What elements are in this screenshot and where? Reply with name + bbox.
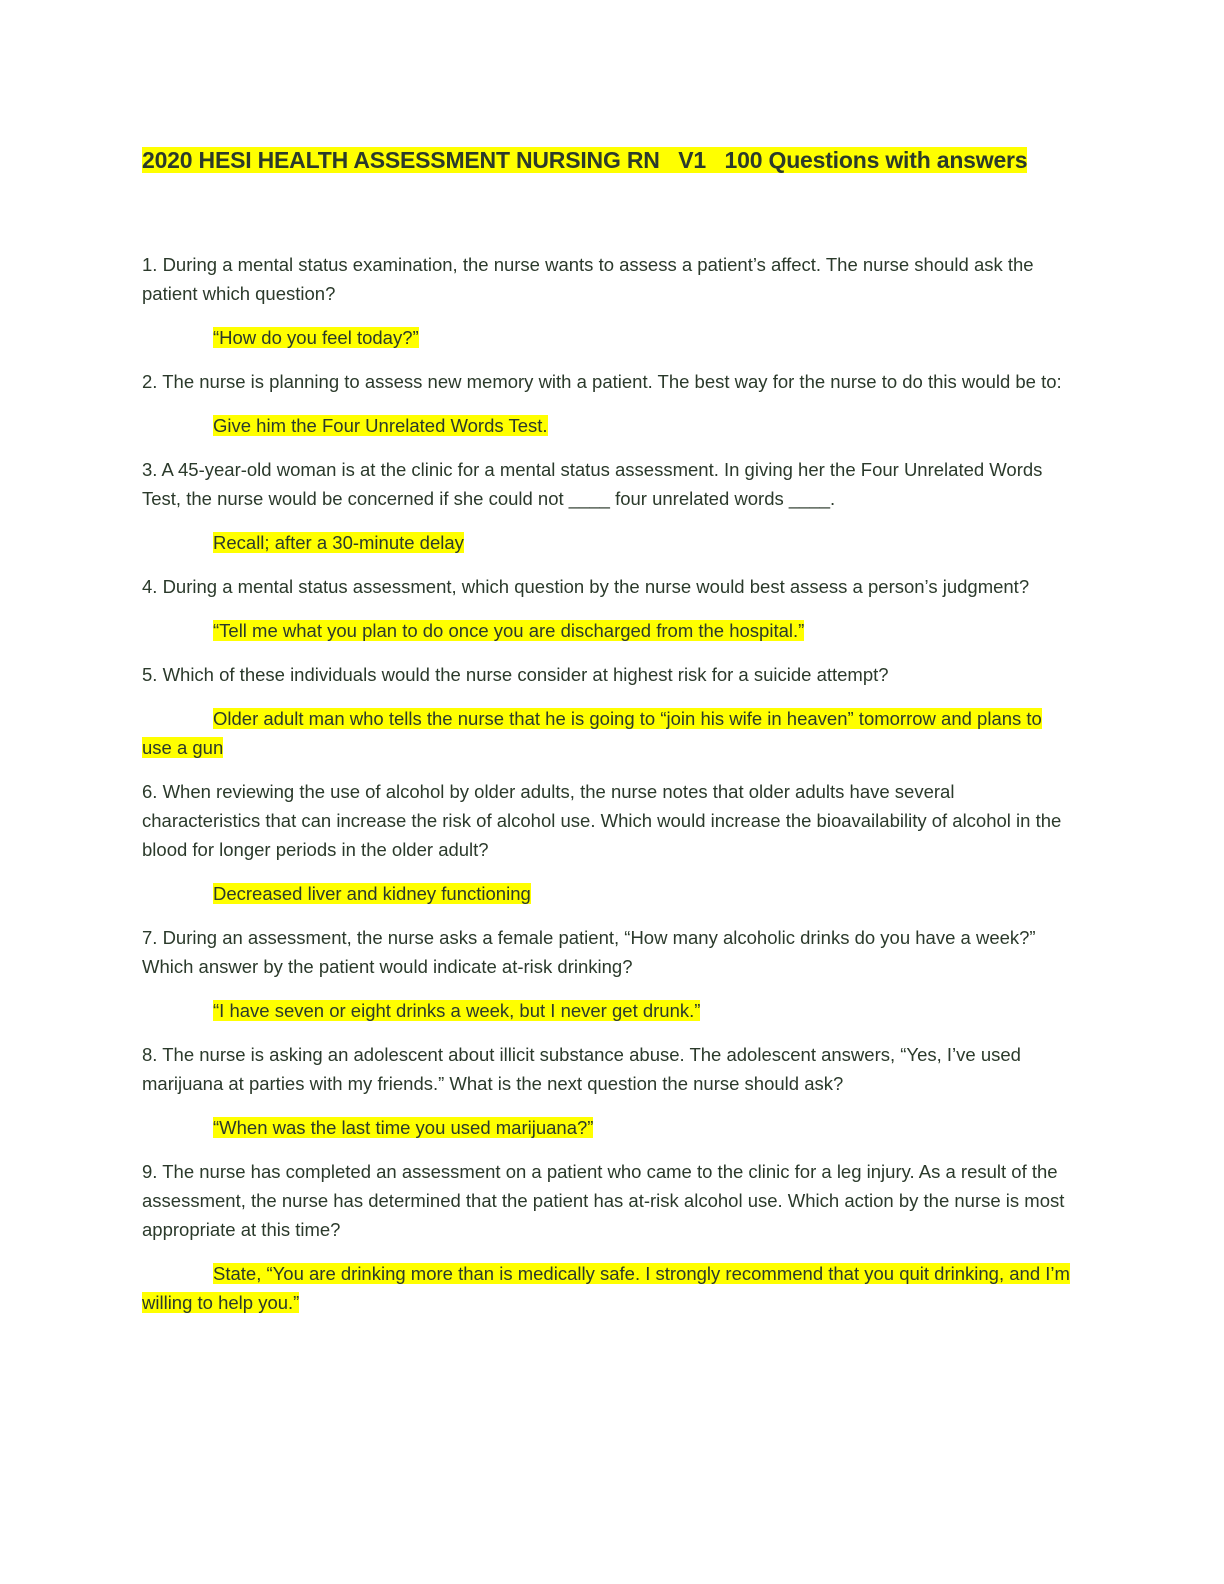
answer-3 [142,528,1072,557]
question-4: 4. During a mental status assessment, which question by the nurse would best assess a person’s judgment? [142,576,1030,597]
question-7: 7. During an assessment, the nurse asks a female patient, “How many alcoholic drinks do you have a week?” Which answer by the patient would indicate at-risk drinking? [142,927,1036,977]
answer-3-text: Recall; after a 30-minute delay [213,532,464,553]
answer-2 [142,411,1072,440]
question-3: 3. A 45-year-old woman is at the clinic for a mental status assessment. In giving her the Four Unrelated Words Test, the nurse would be concerned if she could not ____ four unrelated words ____. [142,459,1043,509]
question-8: 8. The nurse is asking an adolescent about illicit substance abuse. The adolescent answers, “Yes, I’ve used marijuana at parties with my friends.” What is the next question the nurse should ask? [142,1044,1021,1094]
answer-8 [142,1113,1072,1142]
answer-1 [142,323,1072,352]
answer-9 [142,1259,1072,1317]
question-5: 5. Which of these individuals would the nurse consider at highest risk for a suicide attempt? [142,664,889,685]
answer-1-text: “How do you feel today?” [213,327,419,348]
answer-5-text: Older adult man who tells the nurse that he is going to “join his wife in heaven” tomorrow and plans to use a gun [142,708,1042,758]
document-title [142,140,1072,180]
answer-2-text: Give him the Four Unrelated Words Test. [213,415,548,436]
question-2: 2. The nurse is planning to assess new memory with a patient. The best way for the nurse to do this would be to: [142,371,1062,392]
answer-6-text: Decreased liver and kidney functioning [213,883,531,904]
question-6: 6. When reviewing the use of alcohol by older adults, the nurse notes that older adults have several characteristics that can increase the risk of alcohol use. Which would increase the bioavailability of alcohol in the blood for longer periods in the older adult? [142,781,1062,860]
answer-9-text: State, “You are drinking more than is medically safe. I strongly recommend that you quit drinking, and I’m willing to help you.” [142,1263,1070,1313]
answer-6 [142,879,1072,908]
answer-4 [142,616,1072,645]
title-text: 2020 HESI HEALTH ASSESSMENT NURSING RN V1 100 Questions with answers [142,147,1028,173]
answer-7-text: “I have seven or eight drinks a week, but I never get drunk.” [213,1000,701,1021]
answer-4-text: “Tell me what you plan to do once you are discharged from the hospital.” [213,620,805,641]
question-1: 1. During a mental status examination, the nurse wants to assess a patient’s affect. The nurse should ask the patient which question? [142,254,1034,304]
answer-5 [142,704,1072,762]
answer-8-text: “When was the last time you used marijuana?” [213,1117,594,1138]
question-9: 9. The nurse has completed an assessment on a patient who came to the clinic for a leg injury. As a result of the assessment, the nurse has determined that the patient has at-risk alcohol use. Which action by the nurse is most appropriate at this time? [142,1161,1065,1240]
document-page [142,140,1072,1332]
answer-7 [142,996,1072,1025]
